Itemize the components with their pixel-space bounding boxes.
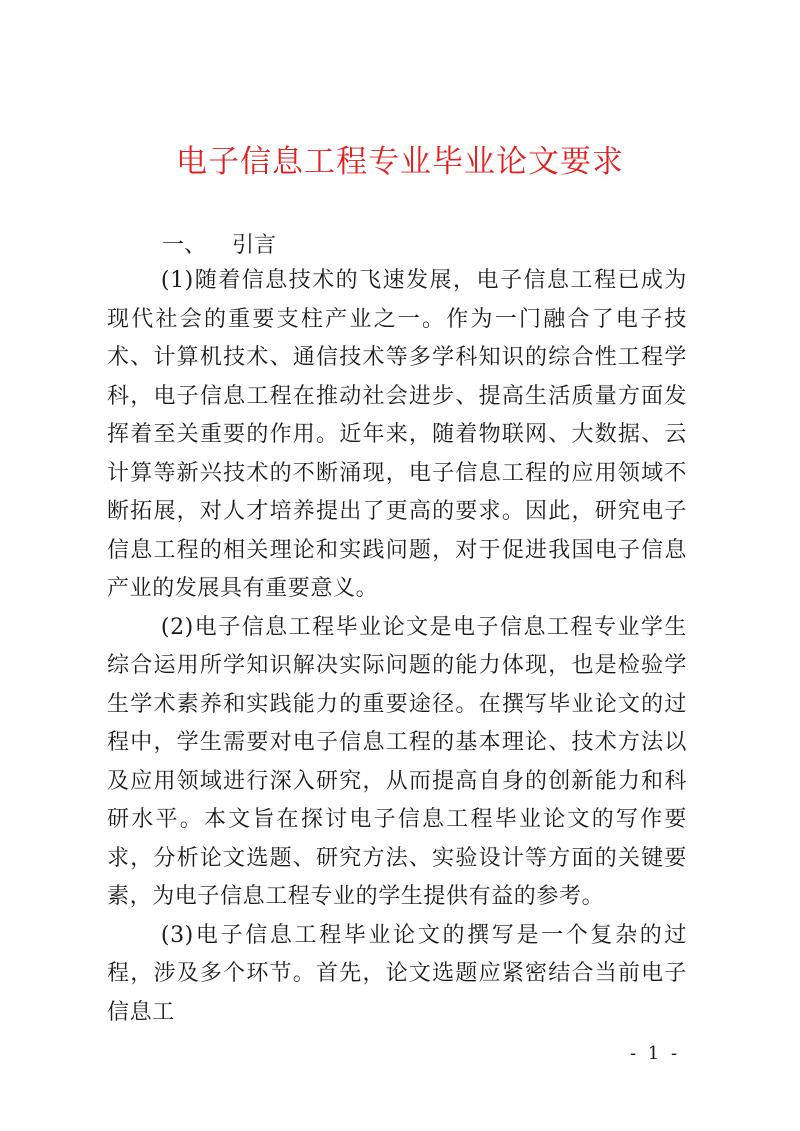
- body-text: [107, 262, 687, 1032]
- section-number: 一、: [162, 233, 207, 258]
- document-title: 电子信息工程专业毕业论文要求: [176, 144, 624, 180]
- paragraph-3: (3)电子信息工程毕业论文的撰写是一个复杂的过程，涉及多个环节。首先，论文选题应紧密结合当前电子信息工: [107, 922, 687, 1025]
- section-heading: [162, 229, 276, 263]
- paragraph-1: (1)随着信息技术的飞速发展，电子信息工程已成为现代社会的重要支柱产业之一。作为一门融合了电子技术、计算机技术、通信技术等多学科知识的综合性工程学科，电子信息工程在推动社会进步、提高生活质量方面发挥着至关重要的作用。近年来，随着物联网、大数据、云计算等新兴技术的不断涌现，电子信息工程的应用领域不断拓展，对人才培养提出了更高的要求。因此，研究电子信息工程的相关理论和实践问题，对于促进我国电子信息产业的发展具有重要意义。: [107, 268, 687, 601]
- section-heading-text: 引言: [232, 233, 277, 258]
- paragraph-2: (2)电子信息工程毕业论文是电子信息工程专业学生综合运用所学知识解决实际问题的能力体现，也是检验学生学术素养和实践能力的重要途径。在撰写毕业论文的过程中，学生需要对电子信息工程的基本理论、技术方法以及应用领域进行深入研究，从而提高自身的创新能力和科研水平。本文旨在探讨电子信息工程毕业论文的写作要求，分析论文选题、研究方法、实验设计等方面的关键要素，为电子信息工程专业的学生提供有益的参考。: [107, 614, 687, 909]
- page-number: - 1 -: [629, 1043, 681, 1064]
